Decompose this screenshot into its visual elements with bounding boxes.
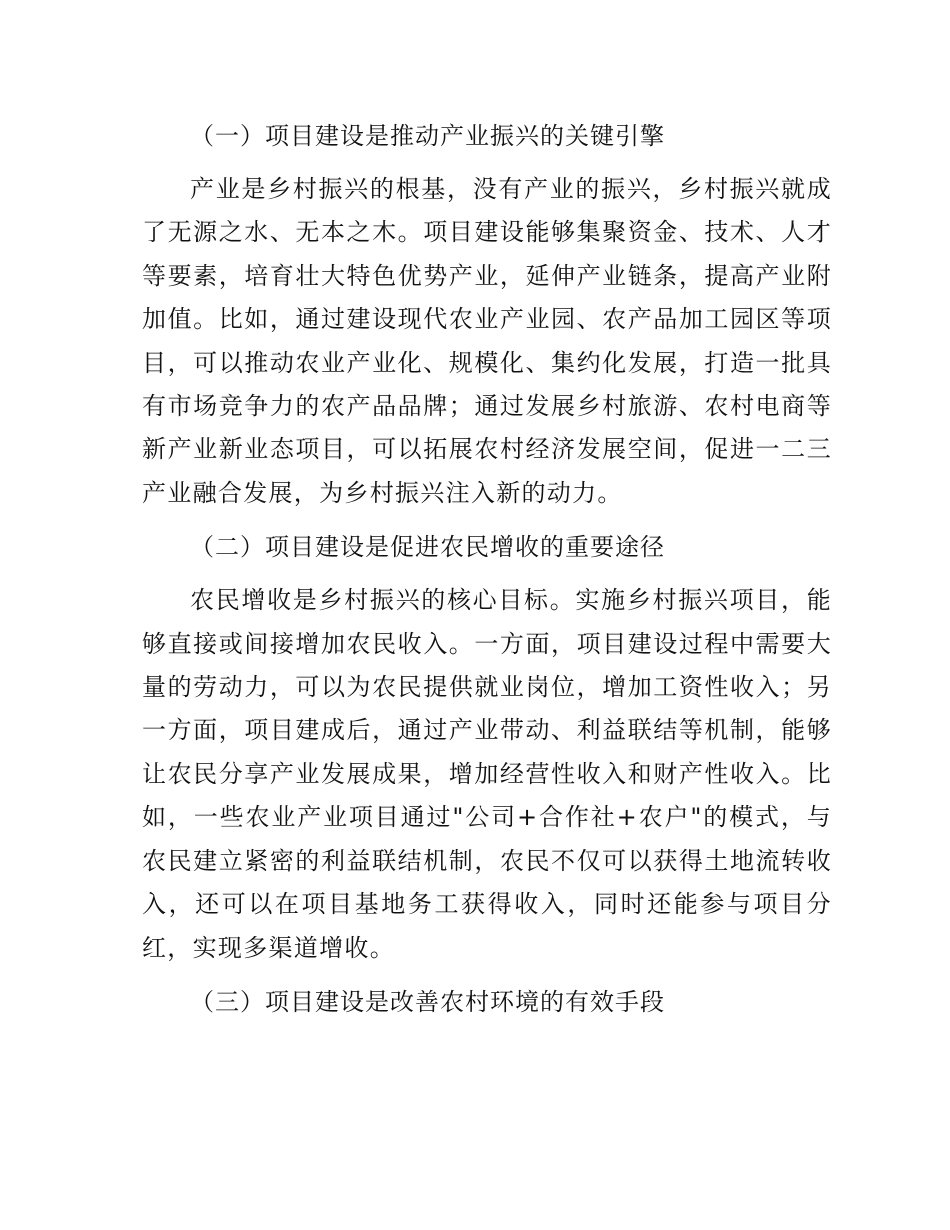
section-paragraph-1: 产业是乡村振兴的根基，没有产业的振兴，乡村振兴就成了无源之水、无本之木。项目建设能够集聚资金、技术、人才等要素，培育壮大特色优势产业，延伸产业链条，提高产业附加值。比如，通过建设现代农业产业园、农产品加工园区等项目，可以推动农业产业化、规模化、集约化发展，打造一批具有市场竞争力的农产品品牌；通过发展乡村旅游、农村电商等新产业新业态项目，可以拓展农村经济发展空间，促进一二三产业融合发展，为乡村振兴注入新的动力。	[142, 175, 832, 507]
section-heading-3: （三）项目建设是改善农村环境的有效手段	[190, 987, 665, 1016]
section-heading-1: （一）项目建设是推动产业振兴的关键引擎	[190, 122, 665, 150]
section-heading-2: （二）项目建设是促进农民增收的重要途径	[190, 533, 665, 562]
document-body	[142, 114, 832, 1024]
section-paragraph-2: 农民增收是乡村振兴的核心目标。实施乡村振兴项目，能够直接或间接增加农民收入。一方面，项目建设过程中需要大量的劳动力，可以为农民提供就业岗位，增加工资性收入；另一方面，项目建成后，通过产业带动、利益联结等机制，能够让农民分享产业发展成果，增加经营性收入和财产性收入。比如，一些农业产业项目通过"公司+合作社+农户"的模式，与农民建立紧密的利益联结机制，农民不仅可以获得土地流转收入，还可以在项目基地务工获得收入，同时还能参与项目分红，实现多渠道增收。	[142, 586, 832, 962]
